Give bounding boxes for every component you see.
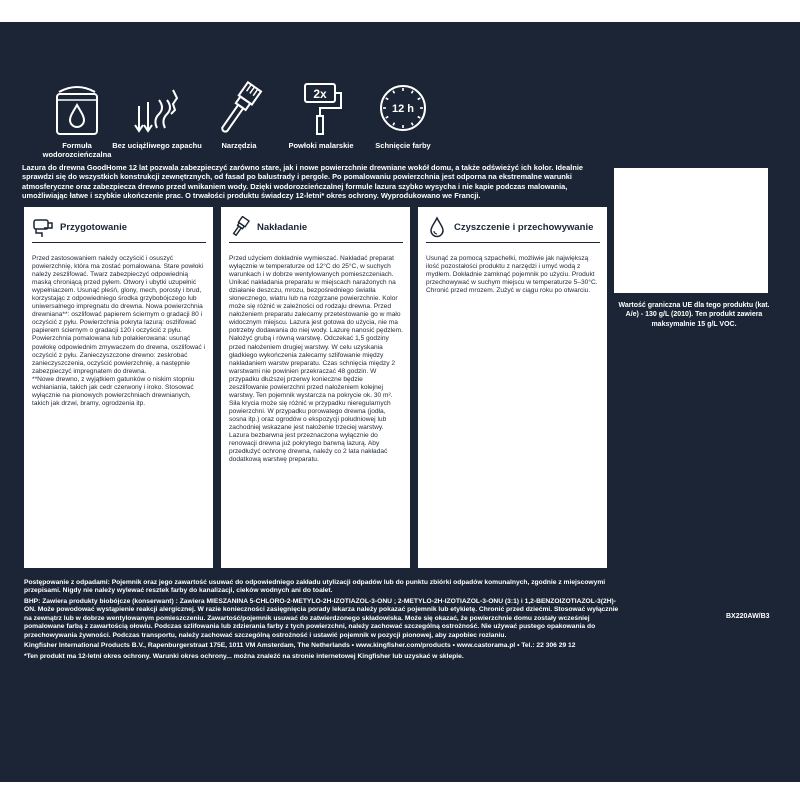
- feature-low-odour: [112, 78, 202, 151]
- company-info: Kingfisher International Products B.V., Rapenburgerstraat 175E, 1011 VM Amsterdam, The Netherlands • www.kingfisher.com/products • www.castorama.pl • Tel.: 22 306 29 12: [24, 642, 576, 650]
- feature-label: Schnięcie farby: [375, 141, 431, 150]
- drying-badge: 12 h: [391, 103, 415, 115]
- bhp-text: Zawiera produkty biobójcze (konserwant) : Zawiera MIESZANINA 5-CHLORO-2-METYLO-2H-IZOTIAZOL-3-ONU ; 2-METYLO-2H-IZOTIAZOL-3-ONU (3:1) i 1,2-BENZOIZOTIAZOL-3(2H)-ON. Może powodować wystąpienie reakcji alergicznej. W razie konieczności zasięgnięcia porady lekarza należy pokazać pojemnik lub etykietę. Chronić przed dziećmi. Stosować wyłącznie na zewnątrz lub w dobrze wentylowanym pomieszczeniu. Zawartość/pojemnik usuwać do zatwierdzonego składowiska. Może się okazać, że powierzchnie domu zostały wcześniej pomalowane farbą z zawartością ołowiu. Podczas szlifowania lub zdzierania farby z tych powierzchni, należy zachować szczególną ostrożność. Nie używać pustego opakowania do przechowywania żywności. Podczas transportu, należy zachować szczególną ostrożność i ustawić pojemnik w pozycji pionowej, aby zapobiec rozlaniu.: [24, 597, 619, 639]
- product-description: Lazura do drewna GoodHome 12 lat pozwala zabezpieczyć zarówno stare, jak i nowe powierzchnie drewniane wokół domu, a także odświeżyć ich kolor. Idealnie sprawdzi się do wszystkich konstrukcji zewnętrznych, od fasad po balustrady i pergole. Po pomalowaniu powierzchnia jest odporna na ekstremalne warunki atmosferyczne oraz zabezpiecza drewno przed wnikaniem wody. Dzięki wodorozcieńczalnej formule lazura szybko wysycha i nie kapie podczas malowania, umożliwiając łatwe i szybkie ukończenie prac. O trwałości produktu świadczy 12-letni* okres ochrony. Wyprodukowano we Francji.: [22, 163, 584, 201]
- disposal-paragraph: [24, 579, 620, 596]
- feature-drying: [358, 78, 448, 151]
- card-body: Usunąć za pomocą szpachelki, możliwie jak największą ilość pozostałości produktu z narzędzi i umyć wodą z mydłem. Dokładnie zamknąć pojemnik po użyciu. Produkt przechowywać w suchym miejscu w temperaturze 5–30°C. Chronić przed mrozem. Zużyć w ciągu roku po otwarciu.: [426, 255, 598, 295]
- card-body: Przed zastosowaniem należy oczyścić i osuszyć powierzchnię, która ma zostać pomalowana. Stare powłoki należy zeszlifować. Twarz zabezpieczyć odpowiednią maską chroniącą przed pyłem. Otwory i ubytki uzupełnić wypełniaczem. Usunąć pleśń, glony, mech, porosty i brud, korzystając z odpowiedniego środka grzybobójczego lub uniwersalnego impregnatu do drewna. Nowa powierzchnia drewniana**: oszlifować papierem ściernym o gradacji 80 i oczyścić z pyłu. Powierzchnia pokryta lazurą: oszlifować papierem ściernym o gradacji 120 i oczyścić z pyłu. Powierzchnia pomalowana lub polakierowana: usunąć powłokę odpowiednim zmywaczem do drewna, oszlifować i oczyścić z pyłu. Zanieczyszczone drewno: zeskrobać zanieczyszczenia, oczyścić powierzchnię, a następnie zabezpieczyć impregnatem do drewna. **Nowe drewno, z wyjątkiem gatunków o niskim stopniu wchłaniania, takich jak cedr czerwony i iroko. Stosować wyłącznie na pionowych powierzchniach drewnianych, takich jak drzwi, bramy, ogrodzenia itp.: [32, 255, 205, 407]
- feature-tools: [194, 78, 284, 151]
- footer-text: [24, 579, 620, 663]
- card-header: [426, 216, 600, 243]
- card-body: Przed użyciem dokładnie wymieszać. Nakładać preparat wyłącznie w temperaturze od 12°C do 25°C, w suchych warunkach i w dobrze wentylowanych pomieszczeniach. Unikać nakładania preparatu w miejscach narażonych na działanie deszczu, mrozu, bezpośredniego światła słonecznego, wiatru lub na rozgrzane powierzchnie. Kolor może się różnić w zależności od rodzaju drewna. Przed nałożeniem preparatu zalecamy przetestowanie go w mało widocznym miejscu. Lazura jest gotowa do użycia, nie ma potrzeby dodawania do niej wody. Lazurę nanosić pędzlem. Nałożyć grubą i równą warstwę. Odczekać 1,5 godziny przed nałożeniem drugiej warstwy. W celu uzyskania gładkiego wykończenia zalecamy szlifowanie między nakładaniem warstw preparatu. Czas schnięcia między 2 warstwami nie powinien przekraczać 48 godzin. W przypadku dłuższej przerwy konieczne będzie zeszlifowanie powierzchni przed nałożeniem kolejnej warstwy. Ten pojemnik wystarcza na pokrycie ok. 30 m². Siła krycia może się różnić w przypadku nieregularnych powierzchni. W przypadku porowatego drewna (jodła, sosna itp.) oraz ogrodów o ekspozycji południowej lub zachodniej wskazane jest nałożenie trzeciej warstwy. Lazura bezbarwna jest przeznaczona wyłącznie do renowacji drewna już pokrytego barwną lazurą. Aby przedłużyć ochronę drewna, należy co 2 lata nakładać dodatkową warstwę preparatu.: [229, 255, 403, 464]
- warranty-note: *Ten produkt ma 12-letni okres ochrony. Warunki okres ochrony... można znaleźć na stronie internetowej Kingfisher lub uzyskać w sklepie.: [24, 652, 464, 660]
- card-title: Czyszczenie i przechowywanie: [454, 221, 594, 233]
- low-odour-icon: [129, 78, 185, 140]
- card-preparation: [24, 207, 213, 568]
- card-title: Nakładanie: [257, 221, 308, 233]
- water-paint-can-icon: [49, 78, 105, 140]
- brush-icon: [211, 78, 267, 140]
- product-code: BX220AW/B3: [726, 613, 770, 620]
- drying-time-clock-icon: [375, 78, 431, 140]
- disposal-label: Postępowanie z odpadami:: [24, 579, 110, 586]
- card-header: [229, 216, 403, 243]
- card-header: [32, 216, 206, 243]
- card-title: Przygotowanie: [60, 221, 128, 233]
- feature-coats: [276, 78, 366, 151]
- water-drop-icon: [426, 216, 448, 238]
- preparation-icon: [32, 216, 54, 238]
- feature-label: Bez uciążliwego zapachu: [112, 141, 202, 150]
- feature-label: Powłoki malarskie: [288, 141, 354, 150]
- application-brush-icon: [229, 216, 251, 238]
- card-cleaning: [418, 207, 607, 568]
- two-coats-roller-icon: [293, 78, 349, 140]
- voc-info: Wartość graniczna UE dla tego produktu (kat. A/e) - 130 g/L (2010). Ten produkt zawiera maksymalnie 15 g/L VOC.: [618, 302, 770, 328]
- coats-badge: 2x: [313, 87, 327, 101]
- feature-water-based: [32, 78, 122, 159]
- blank-label-box: [614, 168, 768, 293]
- disposal-text: Pojemnik oraz jego zawartość usuwać do odpowiedniego zakładu utylizacji odpadów lub do punktu zbiórki odpadów komunalnych, zgodnie z miejscowymi przepisami. Nigdy nie należy wylewać resztek farby do kanalizacji, cieków wodnych ani do toalet.: [24, 579, 606, 595]
- feature-label: Narzędzia: [221, 141, 257, 150]
- bhp-paragraph: [24, 598, 620, 640]
- bhp-label: BHP:: [24, 597, 41, 605]
- feature-label: Formuła wodorozcieńczalna: [42, 141, 112, 159]
- card-application: [221, 207, 410, 568]
